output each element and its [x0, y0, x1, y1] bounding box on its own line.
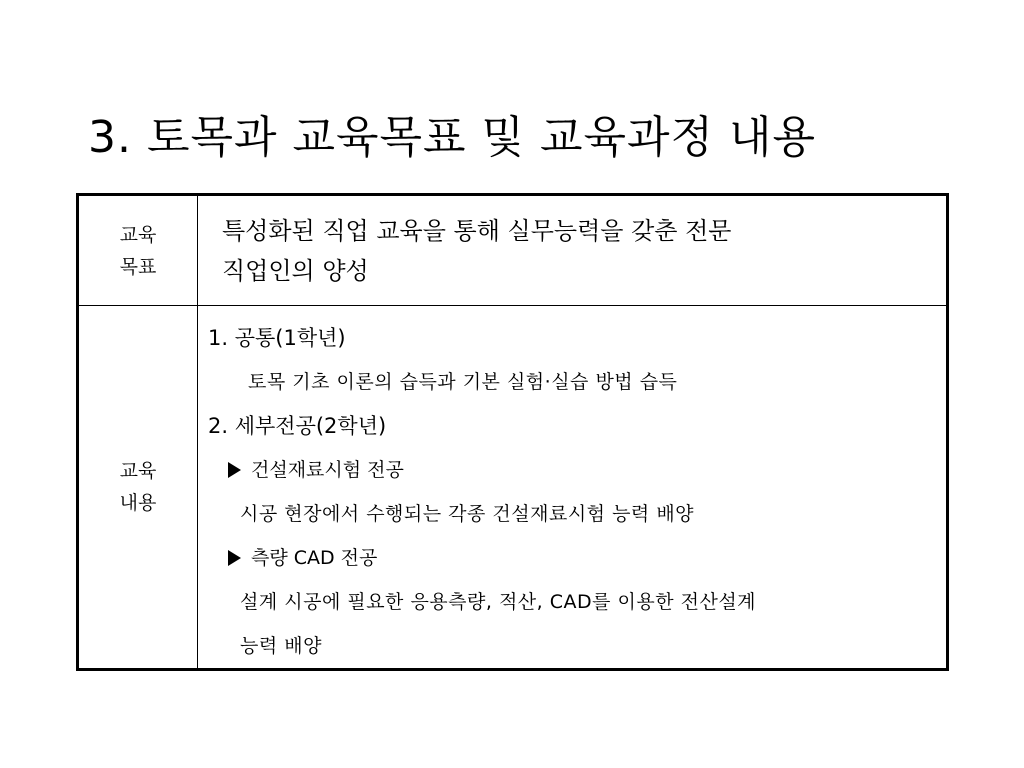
track1-title: 건설재료시험 전공 — [251, 459, 404, 481]
curriculum-table — [76, 193, 949, 671]
content-label-line2: 내용 — [119, 492, 157, 514]
slide-title: 3. 토목과 교육목표 및 교육과정 내용 — [88, 112, 816, 163]
goal-label-line1: 교육 — [119, 223, 157, 246]
content-label-cell — [78, 306, 198, 670]
track2-detail-line1: 설계 시공에 필요한 응용측량, 적산, CAD를 이용한 전산설계 — [240, 591, 757, 613]
triangle-right-icon — [228, 462, 241, 478]
content-text-cell — [198, 306, 948, 670]
track1-title-line — [208, 448, 936, 492]
content-label-line1: 교육 — [119, 460, 157, 482]
section1-detail: 토목 기초 이론의 습득과 기본 실험·실습 방법 습득 — [248, 371, 678, 393]
goal-label-line2: 목표 — [119, 255, 157, 278]
track2-title: 측량 CAD 전공 — [251, 547, 378, 569]
goal-row — [78, 195, 948, 306]
goal-text-cell — [198, 195, 948, 306]
goal-label-cell — [78, 195, 198, 306]
track1-detail: 시공 현장에서 수행되는 각종 건설재료시험 능력 배양 — [240, 503, 695, 525]
track2-title-line — [208, 536, 936, 580]
triangle-right-icon — [228, 550, 241, 566]
section2-heading: 2. 세부전공(2학년) — [208, 414, 387, 438]
goal-text-line1: 특성화된 직업 교육을 통해 실무능력을 갖춘 전문 — [222, 216, 732, 245]
track2-detail-line2: 능력 배양 — [240, 635, 322, 657]
content-row — [78, 306, 948, 670]
section1-heading: 1. 공통(1학년) — [208, 326, 346, 350]
goal-text-line2: 직업인의 양성 — [222, 256, 369, 285]
